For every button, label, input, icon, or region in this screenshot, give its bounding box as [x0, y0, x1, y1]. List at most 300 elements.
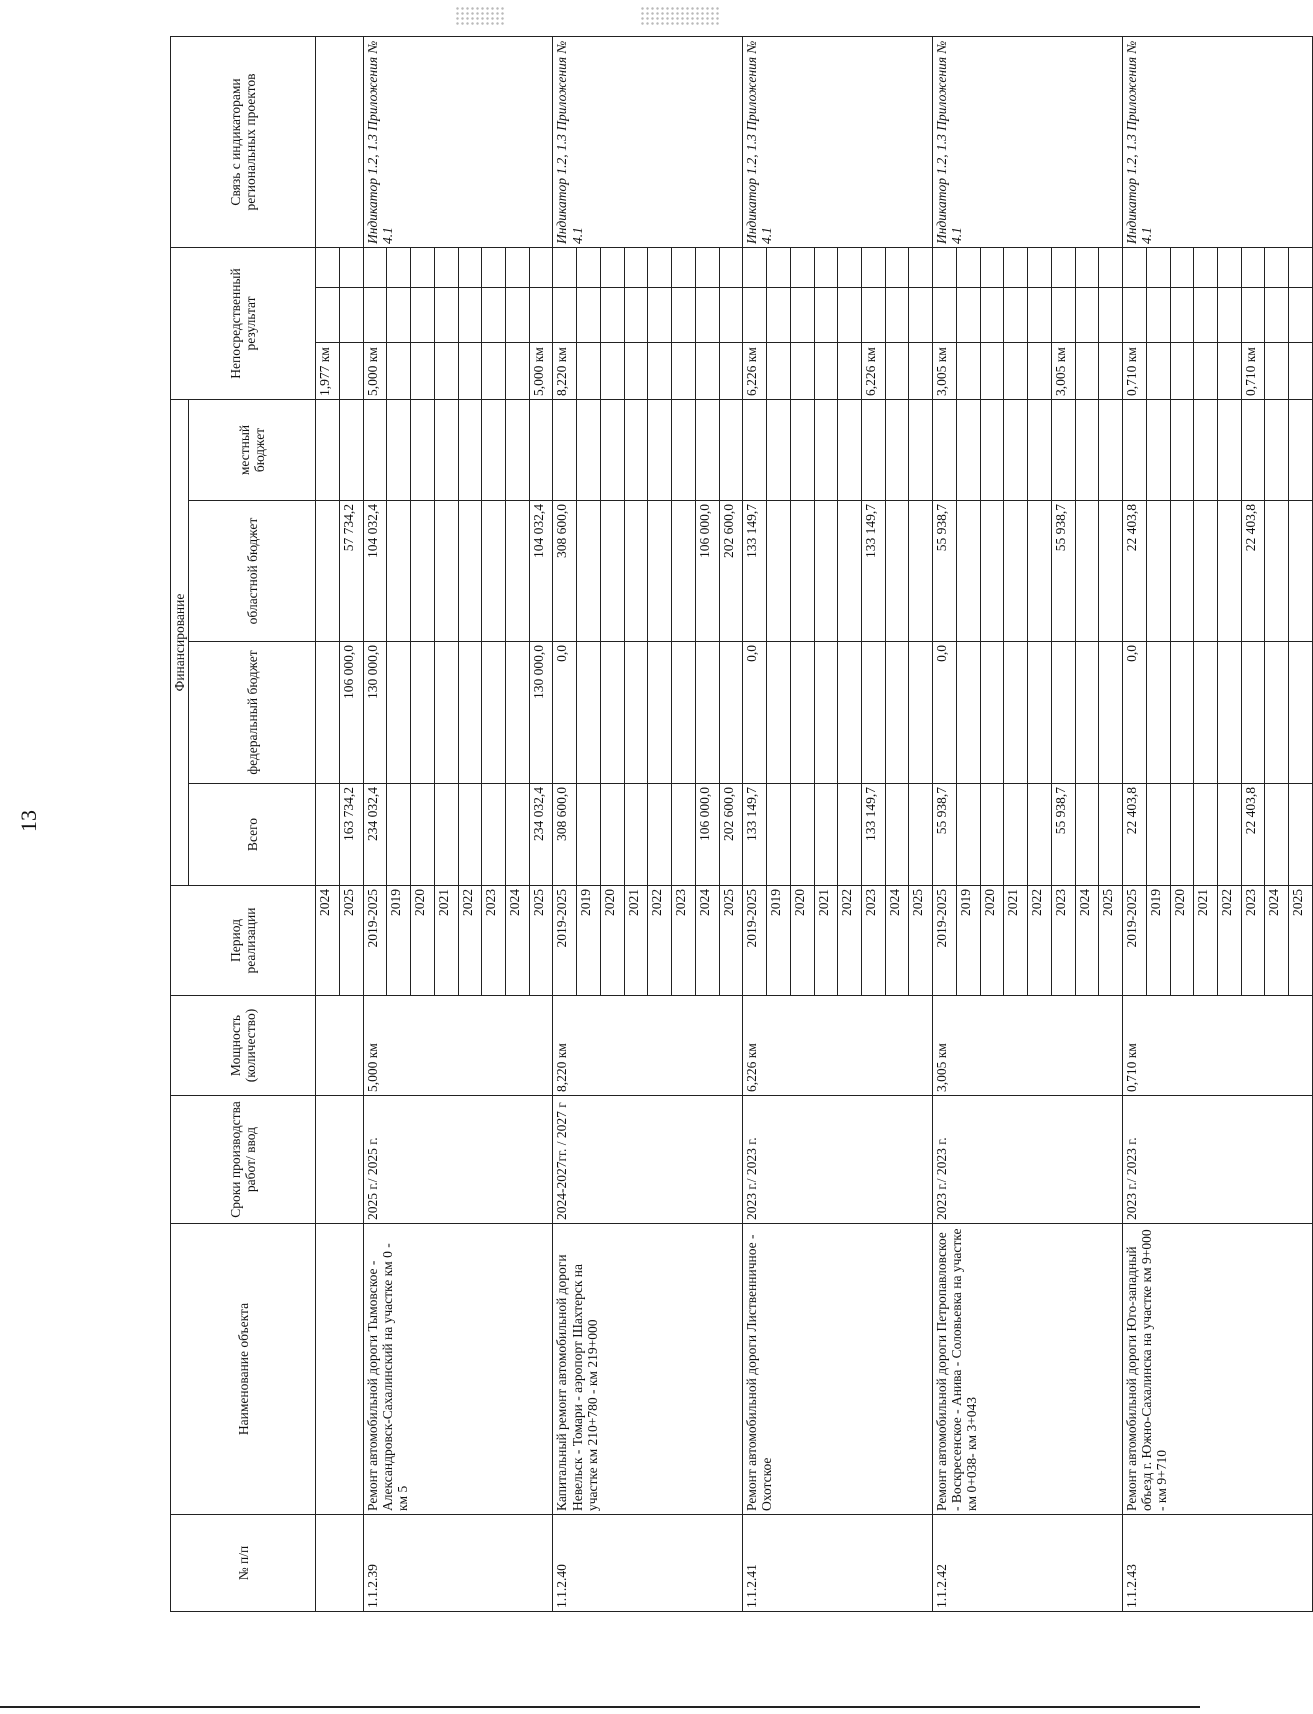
total-cell: 234 032,4 — [529, 784, 553, 886]
result-sub-cell — [956, 288, 980, 343]
result-sub-cell — [482, 288, 506, 343]
object-link-cell: Индикатор 1.2, 1.3 Приложения № 4.1 — [1123, 36, 1313, 247]
result-sub-cell — [933, 288, 957, 343]
continuation-link-cell — [316, 36, 363, 247]
period-cell: 2025 — [909, 886, 933, 996]
object-name-cell: Капитальный ремонт автомобильной дороги Невельск - Томари - аэропорт Шахтерск на участке км 210+780 - км 219+000 — [553, 1224, 743, 1515]
regional-cell — [672, 501, 696, 642]
result-cell — [434, 343, 458, 400]
federal-cell — [1028, 642, 1052, 784]
local-cell — [695, 400, 719, 501]
federal-cell — [1099, 642, 1123, 784]
total-cell — [838, 784, 862, 886]
regional-cell — [885, 501, 909, 642]
total-cell: 163 734,2 — [339, 784, 363, 886]
local-cell — [767, 400, 791, 501]
result-cell — [672, 343, 696, 400]
total-cell: 234 032,4 — [363, 784, 387, 886]
period-cell: 2022 — [838, 886, 862, 996]
result-cell — [600, 343, 624, 400]
total-cell — [1265, 784, 1289, 886]
total-cell — [624, 784, 648, 886]
local-cell — [1265, 400, 1289, 501]
result-sub-cell — [885, 288, 909, 343]
regional-cell — [814, 501, 838, 642]
period-cell: 2024 — [1265, 886, 1289, 996]
period-cell: 2025 — [1099, 886, 1123, 996]
regional-cell — [505, 501, 529, 642]
object-term-cell: 2023 г./ 2023 г. — [933, 1096, 1123, 1224]
period-cell: 2021 — [814, 886, 838, 996]
result-sub-cell — [1265, 247, 1289, 287]
result-sub-cell — [577, 288, 601, 343]
local-cell — [1051, 400, 1075, 501]
result-cell — [767, 343, 791, 400]
regional-cell — [838, 501, 862, 642]
period-cell: 2020 — [980, 886, 1004, 996]
result-sub-cell — [790, 288, 814, 343]
local-cell — [600, 400, 624, 501]
total-cell — [1075, 784, 1099, 886]
total-cell: 22 403,8 — [1123, 784, 1147, 886]
result-sub-cell — [411, 288, 435, 343]
federal-cell — [1004, 642, 1028, 784]
result-sub-cell — [885, 247, 909, 287]
total-cell — [600, 784, 624, 886]
regional-cell — [411, 501, 435, 642]
local-cell — [577, 400, 601, 501]
result-cell — [577, 343, 601, 400]
object-num-cell: 1.1.2.43 — [1123, 1515, 1313, 1612]
table-row — [316, 36, 340, 1611]
result-sub-cell — [767, 247, 791, 287]
total-cell — [387, 784, 411, 886]
total-cell — [577, 784, 601, 886]
result-sub-cell — [1241, 247, 1265, 287]
local-cell — [980, 400, 1004, 501]
bottom-rule — [0, 1706, 1200, 1708]
regional-cell: 22 403,8 — [1241, 501, 1265, 642]
federal-cell: 0,0 — [743, 642, 767, 784]
regional-cell: 202 600,0 — [719, 501, 743, 642]
object-name-cell: Ремонт автомобильной дороги Лиственничное - Охотское — [743, 1224, 933, 1515]
local-cell — [553, 400, 577, 501]
total-cell — [1146, 784, 1170, 886]
federal-cell — [387, 642, 411, 784]
result-sub-cell — [387, 288, 411, 343]
header-period: Период реализации — [171, 886, 316, 996]
result-cell — [505, 343, 529, 400]
federal-cell — [1075, 642, 1099, 784]
regional-cell — [956, 501, 980, 642]
result-cell — [482, 343, 506, 400]
result-cell — [1289, 343, 1313, 400]
federal-cell — [577, 642, 601, 784]
total-cell — [956, 784, 980, 886]
object-term-cell: 2023 г./ 2023 г. — [1123, 1096, 1313, 1224]
regional-cell: 133 149,7 — [862, 501, 886, 642]
period-cell: 2023 — [1241, 886, 1265, 996]
result-sub-cell — [1170, 288, 1194, 343]
local-cell — [363, 400, 387, 501]
period-cell: 2024 — [505, 886, 529, 996]
period-cell: 2024 — [316, 886, 340, 996]
result-sub-cell — [1241, 288, 1265, 343]
result-cell — [909, 343, 933, 400]
result-sub-cell — [1123, 247, 1147, 287]
period-cell: 2019-2025 — [363, 886, 387, 996]
header-regional: областной бюджет — [189, 501, 316, 642]
header-local: местный бюджет — [189, 400, 316, 501]
object-link-cell: Индикатор 1.2, 1.3 Приложения № 4.1 — [553, 36, 743, 247]
result-sub-cell — [1289, 247, 1313, 287]
result-sub-cell — [1170, 247, 1194, 287]
result-sub-cell — [1289, 288, 1313, 343]
federal-cell — [695, 642, 719, 784]
result-cell: 3,005 км — [933, 343, 957, 400]
period-cell: 2024 — [695, 886, 719, 996]
result-cell — [411, 343, 435, 400]
result-cell — [980, 343, 1004, 400]
regional-cell — [980, 501, 1004, 642]
result-sub-cell — [363, 288, 387, 343]
table-row — [363, 36, 387, 1611]
result-sub-cell — [695, 288, 719, 343]
result-sub-cell — [529, 288, 553, 343]
regional-cell — [1170, 501, 1194, 642]
period-cell: 2025 — [339, 886, 363, 996]
total-cell — [1170, 784, 1194, 886]
result-cell — [339, 343, 363, 400]
result-cell — [1194, 343, 1218, 400]
local-cell — [862, 400, 886, 501]
local-cell — [956, 400, 980, 501]
local-cell — [719, 400, 743, 501]
regional-cell: 133 149,7 — [743, 501, 767, 642]
header-term: Сроки производства работ/ ввод — [171, 1096, 316, 1224]
regional-cell — [1265, 501, 1289, 642]
federal-cell — [1146, 642, 1170, 784]
period-cell: 2019 — [387, 886, 411, 996]
period-cell: 2024 — [885, 886, 909, 996]
result-sub-cell — [529, 247, 553, 287]
federal-cell: 106 000,0 — [339, 642, 363, 784]
result-sub-cell — [600, 288, 624, 343]
header-total: Всего — [189, 784, 316, 886]
federal-cell — [1265, 642, 1289, 784]
period-cell: 2023 — [862, 886, 886, 996]
object-num-cell: 1.1.2.40 — [553, 1515, 743, 1612]
result-cell — [1170, 343, 1194, 400]
total-cell — [482, 784, 506, 886]
result-sub-cell — [624, 247, 648, 287]
result-sub-cell — [672, 288, 696, 343]
federal-cell — [316, 642, 340, 784]
result-sub-cell — [980, 288, 1004, 343]
period-cell: 2025 — [529, 886, 553, 996]
local-cell — [672, 400, 696, 501]
result-sub-cell — [1099, 288, 1123, 343]
federal-cell — [814, 642, 838, 784]
total-cell — [648, 784, 672, 886]
federal-cell — [980, 642, 1004, 784]
total-cell — [411, 784, 435, 886]
object-capacity-cell: 8,220 км — [553, 996, 743, 1096]
result-cell — [814, 343, 838, 400]
local-cell — [339, 400, 363, 501]
federal-cell — [909, 642, 933, 784]
result-sub-cell — [1123, 288, 1147, 343]
period-cell: 2022 — [458, 886, 482, 996]
header-result: Непосредственный результат — [171, 247, 316, 399]
result-cell — [387, 343, 411, 400]
result-cell: 6,226 км — [743, 343, 767, 400]
total-cell — [909, 784, 933, 886]
result-sub-cell — [1004, 288, 1028, 343]
period-cell: 2019-2025 — [1123, 886, 1147, 996]
result-sub-cell — [624, 288, 648, 343]
result-cell: 5,000 км — [363, 343, 387, 400]
result-sub-cell — [743, 247, 767, 287]
federal-cell — [434, 642, 458, 784]
total-cell — [1099, 784, 1123, 886]
object-num-cell: 1.1.2.41 — [743, 1515, 933, 1612]
result-sub-cell — [909, 288, 933, 343]
object-link-cell: Индикатор 1.2, 1.3 Приложения № 4.1 — [933, 36, 1123, 247]
total-cell — [980, 784, 1004, 886]
federal-cell — [458, 642, 482, 784]
period-cell: 2025 — [1289, 886, 1313, 996]
result-sub-cell — [458, 288, 482, 343]
result-sub-cell — [814, 247, 838, 287]
federal-cell — [1194, 642, 1218, 784]
result-sub-cell — [1146, 288, 1170, 343]
header-name: Наименование объекта — [171, 1224, 316, 1515]
federal-cell — [648, 642, 672, 784]
result-sub-cell — [648, 288, 672, 343]
result-sub-cell — [1075, 247, 1099, 287]
result-sub-cell — [933, 247, 957, 287]
result-cell: 1,977 км — [316, 343, 340, 400]
total-cell — [1194, 784, 1218, 886]
federal-cell — [672, 642, 696, 784]
continuation-blank-cell — [316, 996, 363, 1096]
federal-cell — [956, 642, 980, 784]
local-cell — [316, 400, 340, 501]
federal-cell — [790, 642, 814, 784]
result-cell — [624, 343, 648, 400]
federal-cell — [600, 642, 624, 784]
result-cell — [695, 343, 719, 400]
federal-cell — [767, 642, 791, 784]
result-cell: 0,710 км — [1123, 343, 1147, 400]
federal-cell: 0,0 — [553, 642, 577, 784]
result-sub-cell — [316, 288, 340, 343]
result-sub-cell — [363, 247, 387, 287]
result-sub-cell — [434, 288, 458, 343]
local-cell — [387, 400, 411, 501]
result-sub-cell — [862, 247, 886, 287]
local-cell — [411, 400, 435, 501]
period-cell: 2022 — [1218, 886, 1242, 996]
result-sub-cell — [1028, 288, 1052, 343]
period-cell: 2021 — [434, 886, 458, 996]
regional-cell — [648, 501, 672, 642]
total-cell — [1218, 784, 1242, 886]
result-sub-cell — [790, 247, 814, 287]
object-capacity-cell: 3,005 км — [933, 996, 1123, 1096]
result-sub-cell — [505, 288, 529, 343]
local-cell — [885, 400, 909, 501]
result-cell — [1075, 343, 1099, 400]
local-cell — [529, 400, 553, 501]
regional-cell: 57 734,2 — [339, 501, 363, 642]
object-num-cell: 1.1.2.39 — [363, 1515, 553, 1612]
period-cell: 2023 — [1051, 886, 1075, 996]
total-cell: 133 149,7 — [743, 784, 767, 886]
result-cell — [790, 343, 814, 400]
table-row — [1123, 36, 1147, 1611]
result-cell — [956, 343, 980, 400]
total-cell — [434, 784, 458, 886]
federal-cell — [624, 642, 648, 784]
regional-cell — [316, 501, 340, 642]
result-sub-cell — [458, 247, 482, 287]
total-cell — [767, 784, 791, 886]
period-cell: 2019-2025 — [743, 886, 767, 996]
result-sub-cell — [1051, 288, 1075, 343]
result-cell — [1028, 343, 1052, 400]
local-cell — [458, 400, 482, 501]
regional-cell — [909, 501, 933, 642]
total-cell — [814, 784, 838, 886]
federal-cell — [862, 642, 886, 784]
period-cell: 2021 — [624, 886, 648, 996]
local-cell — [1146, 400, 1170, 501]
object-capacity-cell: 0,710 км — [1123, 996, 1313, 1096]
result-cell — [1146, 343, 1170, 400]
header-link: Связь с индикаторами региональных проектов — [171, 36, 316, 247]
local-cell — [814, 400, 838, 501]
local-cell — [1075, 400, 1099, 501]
continuation-blank-cell — [316, 1224, 363, 1515]
result-cell — [648, 343, 672, 400]
period-cell: 2025 — [719, 886, 743, 996]
local-cell — [1289, 400, 1313, 501]
result-sub-cell — [434, 247, 458, 287]
total-cell: 106 000,0 — [695, 784, 719, 886]
total-cell — [672, 784, 696, 886]
local-cell — [1170, 400, 1194, 501]
result-sub-cell — [1075, 288, 1099, 343]
continuation-blank-cell — [316, 1096, 363, 1224]
period-cell: 2020 — [1170, 886, 1194, 996]
period-cell: 2019 — [956, 886, 980, 996]
regional-cell — [434, 501, 458, 642]
result-sub-cell — [767, 288, 791, 343]
period-cell: 2020 — [790, 886, 814, 996]
object-num-cell: 1.1.2.42 — [933, 1515, 1123, 1612]
table-body — [316, 36, 1313, 1611]
total-cell: 202 600,0 — [719, 784, 743, 886]
regional-cell — [1028, 501, 1052, 642]
header-capacity: Мощность (количество) — [171, 996, 316, 1096]
total-cell — [458, 784, 482, 886]
result-sub-cell — [719, 247, 743, 287]
local-cell — [1028, 400, 1052, 501]
local-cell — [1123, 400, 1147, 501]
total-cell — [1028, 784, 1052, 886]
result-cell: 3,005 км — [1051, 343, 1075, 400]
result-sub-cell — [600, 247, 624, 287]
object-name-cell: Ремонт автомобильной дороги Петропавловское - Воскресенское - Анива - Соловьевка на участке км 0+038- км 3+043 — [933, 1224, 1123, 1515]
total-cell: 55 938,7 — [933, 784, 957, 886]
total-cell — [505, 784, 529, 886]
object-link-cell: Индикатор 1.2, 1.3 Приложения № 4.1 — [743, 36, 933, 247]
local-cell — [1241, 400, 1265, 501]
result-sub-cell — [743, 288, 767, 343]
result-cell: 0,710 км — [1241, 343, 1265, 400]
regional-cell: 308 600,0 — [553, 501, 577, 642]
federal-cell — [1289, 642, 1313, 784]
regional-cell: 106 000,0 — [695, 501, 719, 642]
table-row — [743, 36, 767, 1611]
rotated-table-page — [170, 37, 1313, 1612]
result-sub-cell — [909, 247, 933, 287]
result-sub-cell — [956, 247, 980, 287]
result-cell: 6,226 км — [862, 343, 886, 400]
local-cell — [1218, 400, 1242, 501]
federal-cell — [1218, 642, 1242, 784]
result-sub-cell — [838, 247, 862, 287]
regional-cell — [458, 501, 482, 642]
regional-cell — [1146, 501, 1170, 642]
total-cell — [1004, 784, 1028, 886]
total-cell — [790, 784, 814, 886]
table-row — [553, 36, 577, 1611]
federal-cell — [838, 642, 862, 784]
period-cell: 2021 — [1004, 886, 1028, 996]
result-sub-cell — [648, 247, 672, 287]
total-cell — [316, 784, 340, 886]
object-capacity-cell: 6,226 км — [743, 996, 933, 1096]
regional-cell: 55 938,7 — [933, 501, 957, 642]
result-cell — [719, 343, 743, 400]
result-sub-cell — [505, 247, 529, 287]
period-cell: 2019-2025 — [933, 886, 957, 996]
result-sub-cell — [1265, 288, 1289, 343]
regional-cell — [577, 501, 601, 642]
header-num: № п/п — [171, 1515, 316, 1612]
federal-cell — [719, 642, 743, 784]
object-name-cell: Ремонт автомобильной дороги Тымовское - Александровск-Сахалинский на участке км 0 - км 5 — [363, 1224, 553, 1515]
regional-cell: 55 938,7 — [1051, 501, 1075, 642]
result-sub-cell — [577, 247, 601, 287]
result-sub-cell — [387, 247, 411, 287]
result-cell — [1218, 343, 1242, 400]
header-federal: федеральный бюджет — [189, 642, 316, 784]
result-cell — [885, 343, 909, 400]
result-cell: 8,220 км — [553, 343, 577, 400]
total-cell: 55 938,7 — [1051, 784, 1075, 886]
continuation-blank-cell — [316, 1515, 363, 1612]
regional-cell — [1075, 501, 1099, 642]
regional-cell — [1004, 501, 1028, 642]
result-sub-cell — [339, 288, 363, 343]
result-sub-cell — [316, 247, 340, 287]
federal-cell: 0,0 — [1123, 642, 1147, 784]
local-cell — [648, 400, 672, 501]
